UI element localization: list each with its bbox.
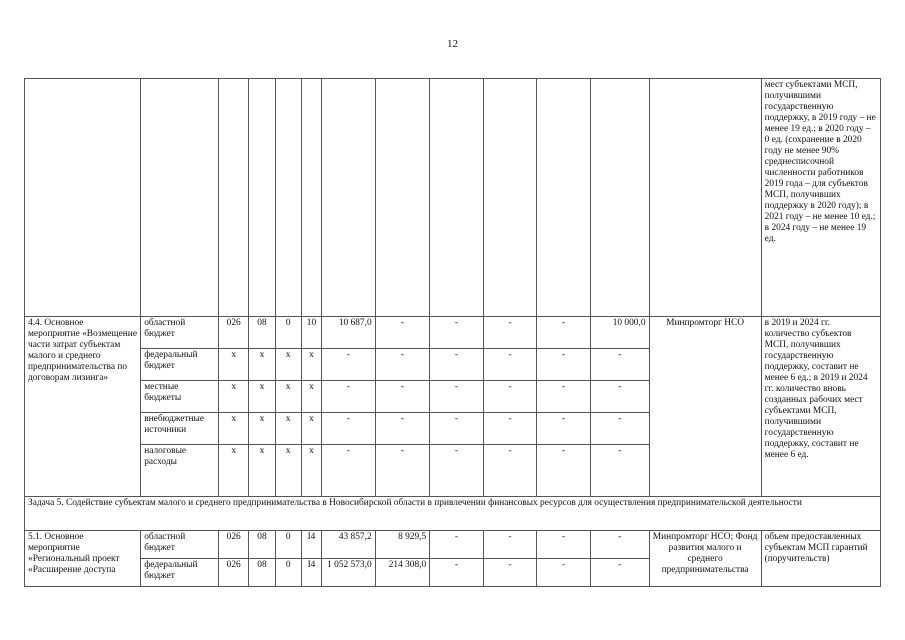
value-2023: - bbox=[537, 349, 591, 381]
activity-4-4-name: 4.4. Основное мероприятие «Возмещение части затрат субъектам малого и среднего предпринимательства по договорам лизинга» bbox=[25, 317, 141, 497]
value-2022: - bbox=[483, 445, 537, 497]
value-2023: - bbox=[537, 559, 591, 587]
value-2020: 214 308,0 bbox=[375, 559, 430, 587]
code-cell: I4 bbox=[301, 531, 321, 559]
value-2020: - bbox=[375, 445, 430, 497]
value-2019: 43 857,2 bbox=[322, 531, 376, 559]
code-cell: х bbox=[219, 381, 249, 413]
code-cell: х bbox=[301, 445, 321, 497]
value-2019: - bbox=[322, 413, 376, 445]
value-2023: - bbox=[537, 445, 591, 497]
funding-source: местные бюджеты bbox=[141, 381, 219, 413]
code-cell: х bbox=[275, 349, 301, 381]
continuation-row bbox=[25, 79, 881, 317]
value-2020: 8 929,5 bbox=[375, 531, 430, 559]
code-cell: 08 bbox=[249, 559, 275, 587]
program-table bbox=[24, 78, 881, 587]
code-cell: х bbox=[249, 381, 275, 413]
code-cell: 0 bbox=[275, 317, 301, 349]
value-2021: - bbox=[430, 559, 484, 587]
value-2020: - bbox=[375, 317, 430, 349]
value-2022: - bbox=[483, 413, 537, 445]
value-2024: - bbox=[590, 381, 649, 413]
value-2021: - bbox=[430, 381, 484, 413]
value-2019: 1 052 573,0 bbox=[322, 559, 376, 587]
value-2021: - bbox=[430, 349, 484, 381]
code-cell: х bbox=[275, 381, 301, 413]
code-cell: х bbox=[275, 413, 301, 445]
code-cell: х bbox=[219, 349, 249, 381]
value-2024: - bbox=[590, 445, 649, 497]
page-number: 12 bbox=[447, 38, 458, 50]
code-cell: 026 bbox=[219, 317, 249, 349]
code-cell: х bbox=[249, 445, 275, 497]
code-cell: 026 bbox=[219, 559, 249, 587]
code-cell: х bbox=[301, 381, 321, 413]
value-2019: 10 687,0 bbox=[322, 317, 376, 349]
value-2022: - bbox=[483, 381, 537, 413]
task-5-heading: Задача 5. Содействие субъектам малого и среднего предпринимательства в Новосибирской области в привлечении финансовых ресурсов для осуществления предпринимательской деятельности bbox=[25, 497, 881, 531]
code-cell: х bbox=[219, 445, 249, 497]
funding-source: федеральный бюджет bbox=[141, 349, 219, 381]
value-2019: - bbox=[322, 381, 376, 413]
value-2022: - bbox=[483, 559, 537, 587]
value-2021: - bbox=[430, 413, 484, 445]
activity-5-1-name: 5.1. Основное мероприятие «Региональный проект «Расширение доступа bbox=[25, 531, 141, 587]
value-2021: - bbox=[430, 445, 484, 497]
code-cell: 08 bbox=[249, 317, 275, 349]
code-cell: х bbox=[301, 349, 321, 381]
value-2024: - bbox=[590, 413, 649, 445]
value-2022: - bbox=[483, 349, 537, 381]
value-2020: - bbox=[375, 413, 430, 445]
value-2023: - bbox=[537, 413, 591, 445]
code-cell: х bbox=[249, 413, 275, 445]
code-cell: х bbox=[275, 445, 301, 497]
value-2019: - bbox=[322, 349, 376, 381]
funding-source: федеральный бюджет bbox=[141, 559, 219, 587]
value-2023: - bbox=[537, 317, 591, 349]
funding-source: областной бюджет bbox=[141, 531, 219, 559]
value-2020: - bbox=[375, 381, 430, 413]
value-2021: - bbox=[430, 317, 484, 349]
value-2022: - bbox=[483, 531, 537, 559]
value-2020: - bbox=[375, 349, 430, 381]
value-2024: - bbox=[590, 349, 649, 381]
table-row bbox=[25, 317, 881, 349]
continued-result-text: мест субъектами МСП, получившими государственную поддержку, в 2019 году – не менее 19 ед.; в 2020 году – 0 ед. (сохранение в 2020 году не менее 90% среднесписочной численности работников 2019 года – для субъектов МСП, получивших поддержку в 2020 году); в 2021 году – не менее 10 ед.; в 2024 году – не менее 19 ед. bbox=[761, 79, 880, 317]
code-cell: х bbox=[249, 349, 275, 381]
value-2024: 10 000,0 bbox=[590, 317, 649, 349]
activity-4-4-executor: Минпромторг НСО bbox=[649, 317, 761, 497]
code-cell: 0 bbox=[275, 531, 301, 559]
value-2023: - bbox=[537, 381, 591, 413]
activity-5-1-result: объем предоставленных субъектам МСП гарантий (поручительств) bbox=[761, 531, 880, 587]
code-cell: 0 bbox=[275, 559, 301, 587]
value-2021: - bbox=[430, 531, 484, 559]
code-cell: 026 bbox=[219, 531, 249, 559]
funding-source: налоговые расходы bbox=[141, 445, 219, 497]
funding-source: областной бюджет bbox=[141, 317, 219, 349]
code-cell: х bbox=[219, 413, 249, 445]
table-row bbox=[25, 531, 881, 559]
value-2019: - bbox=[322, 445, 376, 497]
funding-source: внебюджетные источники bbox=[141, 413, 219, 445]
code-cell: 08 bbox=[249, 531, 275, 559]
task-row bbox=[25, 497, 881, 531]
code-cell: х bbox=[301, 413, 321, 445]
value-2024: - bbox=[590, 531, 649, 559]
activity-4-4-result: в 2019 и 2024 гг. количество субъектов МСП, получивших государственную поддержку, составит не менее 6 ед.; в 2019 и 2024 гг. количество вновь созданных рабочих мест субъектами МСП, получившими государственную поддержку, составит не менее 6 ед. bbox=[761, 317, 880, 497]
activity-5-1-executor: Минпромторг НСО; Фонд развития малого и среднего предпринимательства bbox=[649, 531, 761, 587]
value-2024: - bbox=[590, 559, 649, 587]
code-cell: I4 bbox=[301, 559, 321, 587]
code-cell: 10 bbox=[301, 317, 321, 349]
value-2023: - bbox=[537, 531, 591, 559]
value-2022: - bbox=[483, 317, 537, 349]
